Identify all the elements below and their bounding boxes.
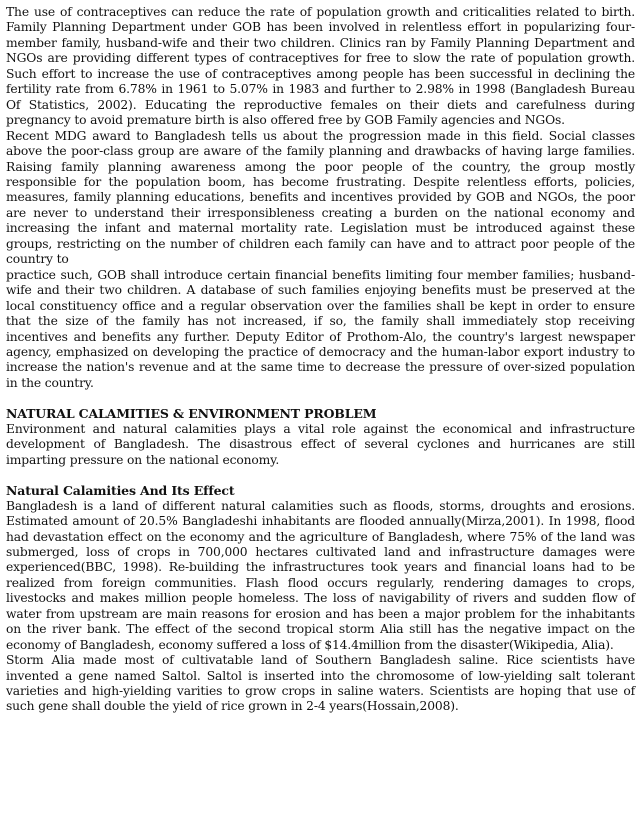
section-heading-calamities-effect: Natural Calamities And Its Effect (6, 483, 235, 499)
paragraph-environment: Environment and natural calamities plays a vital role against the economical and infrastructure development of Bangladesh. The disastrous effect of several cyclones and hurricanes are still imparting pressure on the national economy. (6, 421, 635, 467)
paragraph-financial-benefits: practice such, GOB shall introduce certain financial benefits limiting four member families; husband-wife and their two children. A database of such families enjoying benefits must be preserved at the local constituency office and a regular observation over the families shall be kept in order to ensure that the size of the family has not increased, if so, the family shall immediately stop receiving incentives and benefits any further. Deputy Editor of Prothom-Alo, the country's largest newspaper agency, emphasized on developing the practice of democracy and the human-labor export industry to increase the nation's revenue and at the same time to decrease the pressure of over-sized population in the country. (6, 267, 635, 390)
paragraph-storm-alia: Storm Alia made most of cultivatable land of Southern Bangladesh saline. Rice scientists have invented a gene named Saltol. Saltol is inserted into the chromosome of low-yielding salt tolerant varieties and high-yielding varities to grow crops in saline waters. Scientists are hoping that use of such gene shall double the yield of rice grown in 2-4 years(Hossain,2008). (6, 653, 635, 714)
section-spacer (6, 391, 635, 406)
section-spacer (6, 468, 635, 483)
paragraph-mdg-award: Recent MDG award to Bangladesh tells us about the progression made in this field. Social classes above the poor-class group are aware of the family planning and drawbacks of having large families. Raising family planning awareness among the poor people of the country, the group mostly responsible for the population boom, has become frustrating. Despite relentless efforts, policies, measures, family planning educations, benefits and incentives provided by GOB and NGOs, the poor are never to understand their irresponsibleness creating a burden on the national economy and increasing the infant and maternal mortality rate. Legislation must be introduced against these groups, restricting on the number of children each family can have and to attract poor people of the country to (6, 128, 635, 267)
paragraph-contraceptives: The use of contraceptives can reduce the rate of population growth and criticalities related to birth. Family Planning Department under GOB has been involved in relentless effort in popularizing four-member family, husband-wife and their two children. Clinics ran by Family Planning Department and NGOs are providing different types of contraceptives for free to slow the rate of population growth. Such effort to increase the use of contraceptives among people has been successful in declining the fertility rate from 6.78% in 1961 to 5.07% in 1983 and further to 2.98% in 1998 (Bangladesh Bureau Of Statistics, 2002). Educating the reproductive females on their diets and carefulness during pregnancy to avoid premature birth is also offered free by GOB Family agencies and NGOs. (6, 5, 635, 128)
section-heading-natural-calamities: NATURAL CALAMITIES & ENVIRONMENT PROBLEM (6, 406, 377, 422)
paragraph-floods: Bangladesh is a land of different natural calamities such as floods, storms, droughts and erosions. Estimated amount of 20.5% Bangladeshi inhabitants are flooded annually(Mirza,2001). In 1998, flood had devastation effect on the economy and the agriculture of Bangladesh, where 75% of the land was submerged, loss of crops in 700,000 hectares cultivated land and infrastructure damages were experienced(BBC, 1998). Re-building the infrastructures took years and financial loans had to be realized from foreign communities. Flash flood occurs regularly, rendering damages to crops, livestocks and makes million people homeless. The loss of navigability of rivers and sudden flow of water from upstream are main reasons for erosion and has been a major problem for the inhabitants on the river bank. The effect of the second tropical storm Alia still has the negative impact on the economy of Bangladesh, economy suffered a loss of $14.4million from the disaster(Wikipedia, Alia). (6, 498, 635, 652)
